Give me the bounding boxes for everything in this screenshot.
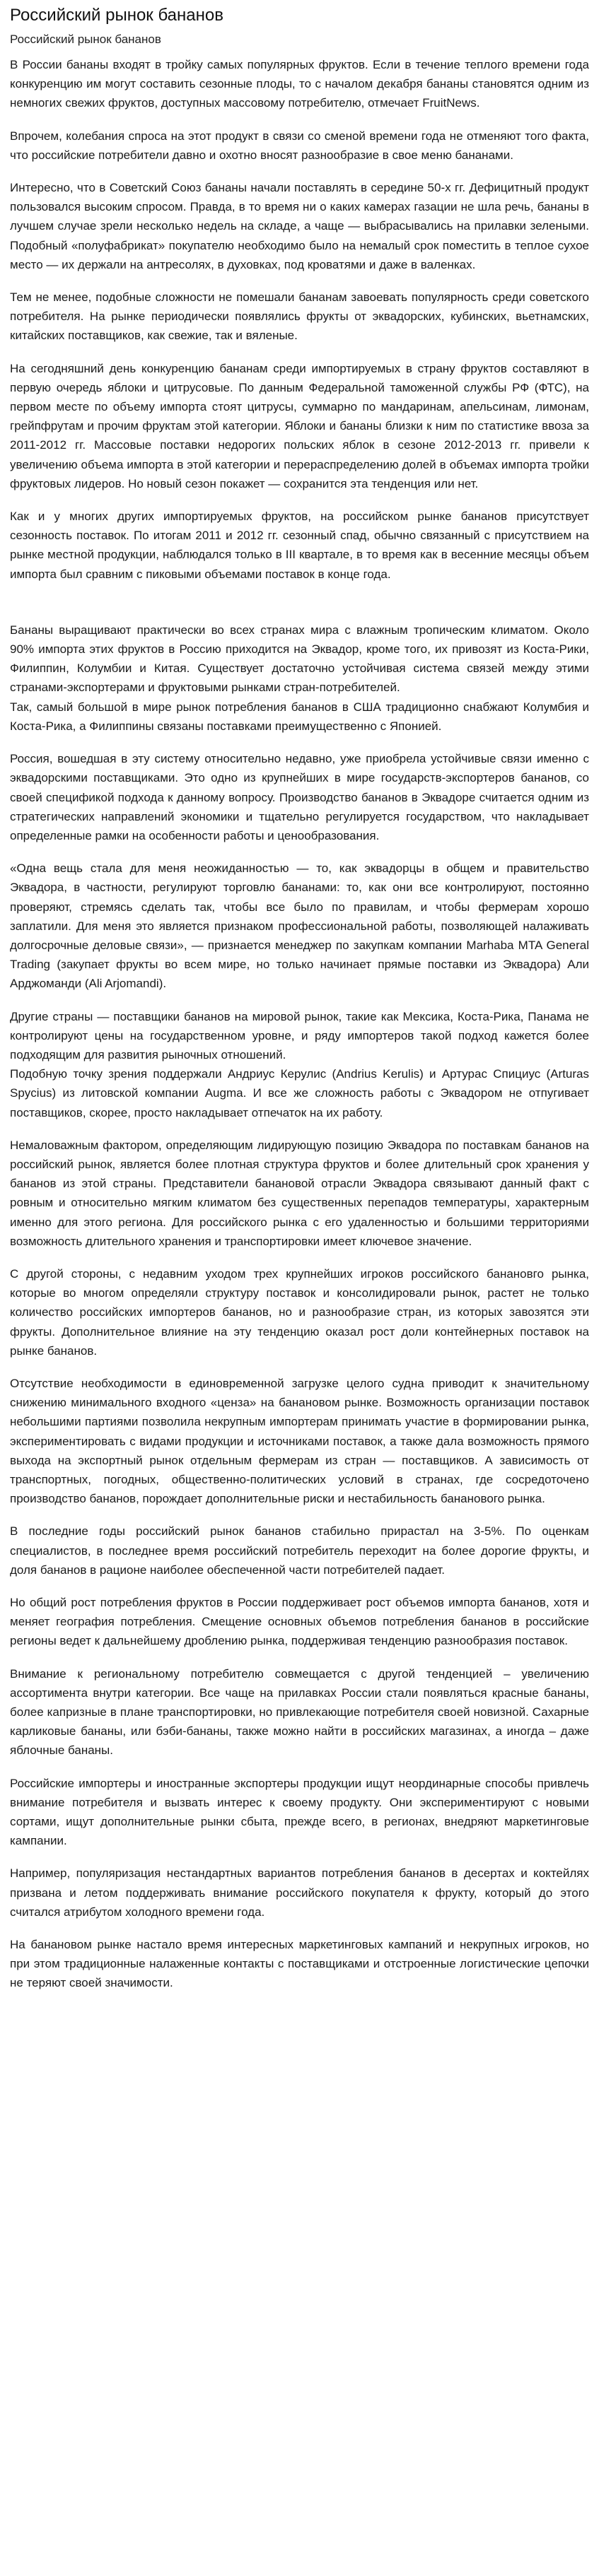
- paragraph-quote: «Одна вещь стала для меня неожиданностью — то, как эквадорцы в общем и правительство Эквадора, в частности, регулируют торговлю бананами: то, как они все контролируют, постоянно проверяют, стремясь сделать так, чтобы все было по правилам, и чтобы фермерам хорошо заплатили. Для меня это является признаком профессиональной работы, позволяющей налаживать долгосрочные деловые связи», — признается менеджер по закупкам компании Marhaba MTA General Trading (закупает фрукты во всем мире, но только начинает прямые поставки из Эквадора) Али Арджоманди (Ali Arjomandi).: [10, 861, 589, 991]
- paragraph-marketing: Российские импортеры и иностранные экспортеры продукции ищут неординарные способы привлечь внимание потребителя и вызвать интерес к своему продукту. Они экспериментируют с новыми сортами, ищут дополнительные рынки сбыта, прежде всего, в регионах, внедряют маркетинговые кампании.: [10, 1776, 589, 1848]
- article-body: [10, 55, 589, 1993]
- paragraph-growing-countries: Бананы выращивают практически во всех странах мира с влажным тропическим климатом. Около 90% импорта этих фруктов в Россию приходится на Эквадор, кроме того, их привозят из Коста-Рики, Филиппин, Колумбии и Китая. Существует достаточно устойчивая система связей между этими странами-экспортерами и фруктовыми рынками стран-потребителей.: [10, 623, 589, 695]
- paragraph-seasonality: Как и у многих других импортируемых фруктов, на российском рынке бананов присутствует сезонность поставок. По итогам 2011 и 2012 гг. сезонный спад, обычно связанный с присутствием на рынке местной продукции, наблюдался только в III квартале, в то время как в весенние месяцы объем импорта был сравним с пиковыми объемами поставок в конце года.: [10, 510, 589, 581]
- paragraph-conclusion: На банановом рынке настало время интересных маркетинговых кампаний и некрупных игроков, но при этом традиционные налаженные контакты с поставщиками и отстроенные логистические цепочки не теряют своей значимости.: [10, 1938, 589, 1990]
- paragraph-market-players: С другой стороны, с недавним уходом трех крупнейших игроков российского банановго рынка, которые во многом определяли структуру поставок и консолидировали рынок, растет не только количество российских импортеров бананов, но и разнообразие стран, из которых завозятся эти фрукты. Дополнительное влияние на эту тенденцию оказал рост доли контейнерных поставок на рынке бананов.: [10, 1266, 589, 1358]
- paragraph-market-growth: В последние годы российский рынок бананов стабильно прирастал на 3-5%. По оценкам специалистов, в последнее время российский потребитель переходит на более дорогие фрукты, и доля бананов в рационе наиболее обеспеченной части потребителей падает.: [10, 1524, 589, 1577]
- paragraph-augma: Подобную точку зрения поддержали Андриус Керулис (Andrius Kerulis) и Артурас Спициус (Arturas Spycius) из литовской компании Augma. И все же сложность работы с Эквадором не отпугивает поставщиков, скорее, просто накладывает отпечаток на их работу.: [10, 1067, 589, 1119]
- paragraph-ussr-history: Интересно, что в Советский Союз бананы начали поставлять в середине 50-х гг. Дефицитный продукт пользовался высоким спросом. Правда, в то время ни о каких камерах газации не шла речь, бананы в лучшем случае зрели несколько недель на складе, а чаще — выбрасывались на прилавки зелеными. Подобный «полуфабрикат» покупателю необходимо было на немалый срок поместить в теплое сухое место — их держали на антресолях, в духовках, под кроватями и даже в валенках.: [10, 181, 589, 271]
- paragraph-consumption-geography: Но общий рост потребления фруктов в России поддерживает рост объемов импорта бананов, хотя и меняет география потребления. Смещение основных объемов потребления бананов в российские регионы ведет к дальнейшему дроблению рынка, поддерживая тенденцию разнообразия поставок.: [10, 1596, 589, 1648]
- paragraph-russia-ecuador: Россия, вошедшая в эту систему относительно недавно, уже приобрела устойчивые связи именно с эквадорскими поставщиками. Это одно из крупнейших в мире государств-экспортеров бананов, со своей спецификой подхода к данному вопросу. Производство бананов в Эквадоре считается одним из стратегических направлений экономики и тщательно регулируется государством, что накладывает определенные рамки на особенности работы и ценообразования.: [10, 752, 589, 842]
- paragraph-storage-factor: Немаловажным фактором, определяющим лидирующую позицию Эквадора по поставкам бананов на российский рынок, является более плотная структура фруктов и более длительный срок хранения у бананов из этой страны. Представители банановой отрасли Эквадора связывают данный факт с ровным и относительно мягким климатом без существенных перепадов температуры, характерным именно для этого региона. Для российского рынка с его удаленностью и большими территориями возможность длительного хранения и транспортировки имеет ключевое значение.: [10, 1138, 589, 1248]
- paragraph-container-supply: Отсутствие необходимости в единовременной загрузке целого судна приводит к значительному снижению минимального входного «ценза» на банановом рынке. Возможность организации поставок небольшими партиями позволила некрупным импортерам принимать участие в формировании рынка, экспериментировать с видами продукции и источниками поставок, а также дала возможность прямого выхода на экспортный рынок отдельным фермерам из стран — поставщиков. А зависимость от транспортных, погодных, общественно-политических условий в странах, где сосредоточено производство бананов, порождает дополнительные риски и нестабильность бананового рынка.: [10, 1376, 589, 1506]
- paragraph-intro: В России бананы входят в тройку самых популярных фруктов. Если в течение теплого времени года конкуренцию им могут составить сезонные плоды, то с началом декабря бананы становятся одним из немногих свежих фруктов, доступных массовому потребителю, отмечает FruitNews.: [10, 58, 589, 110]
- paragraph-demand: Впрочем, колебания спроса на этот продукт в связи со сменой времени года не отменяют того факта, что российские потребители давно и охотно вносят разнообразие в свое меню бананами.: [10, 129, 589, 162]
- paragraph-usa-market: Так, самый большой в мире рынок потребления бананов в США традиционно снабжают Колумбия и Коста-Рика, а Филиппины связаны поставками преимущественно с Японией.: [10, 700, 589, 733]
- article-subtitle: Российский рынок бананов: [10, 33, 161, 46]
- paragraph-desserts: Например, популяризация нестандартных вариантов потребления бананов в десертах и коктейлях призвана и летом поддерживать внимание российского покупателя к фрукту, который до этого считался атрибутом холодного времени года.: [10, 1866, 589, 1919]
- paragraph-popularity: Тем не менее, подобные сложности не помешали бананам завоевать популярность среди советского потребителя. На рынке периодически появлялись фрукты от эквадорских, кубинских, вьетнамских, китайских поставщиков, как свежие, так и вяленые.: [10, 290, 589, 343]
- paragraph-other-countries: Другие страны — поставщики бананов на мировой рынок, такие как Мексика, Коста-Рика, Панама не контролируют цены на государственном уровне, и ряду импортеров такой подход кажется более подходящим для развития рыночных отношений.: [10, 1009, 589, 1061]
- paragraph-competition: На сегодняшний день конкуренцию бананам среди импортируемых в страну фруктов составляют в первую очередь яблоки и цитрусовые. По данным Федеральной таможенной службы РФ (ФТС), на первом месте по объему импорта стоят цитрусы, суммарно по мандаринам, апельсинам, лимонам, грейпфрутам и прочим фруктам этой категории. Яблоки и бананы близки к ним по статистике ввоза за 2011-2012 гг. Массовые поставки недорогих польских яблок в сезоне 2012-2013 гг. привели к увеличению объема импорта в этой категории и перераспределению долей в объемах импорта тройки фруктовых лидеров. Но новый сезон покажет — сохранится эта тенденция или нет.: [10, 361, 589, 490]
- page-title: Российский рынок бананов: [10, 6, 223, 25]
- paragraph-assortment: Внимание к региональному потребителю совмещается с другой тенденцией – увеличению ассортимента внутри категории. Все чаще на прилавках России стали появляться красные бананы, более капризные в плане транспортировки, но привлекающие потребителя своей новизной. Сахарные карликовые бананы, или бэби-бананы, также можно найти в российских магазинах, а иногда – даже яблочные бананы.: [10, 1666, 589, 1758]
